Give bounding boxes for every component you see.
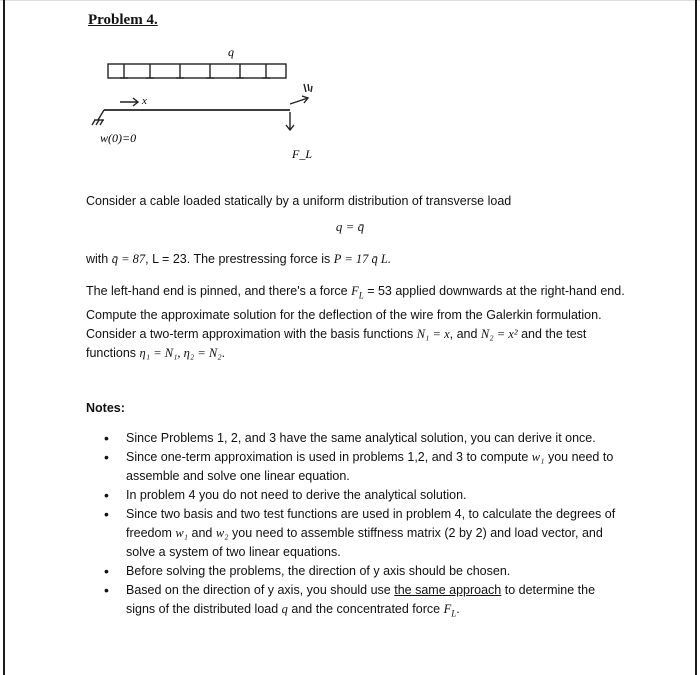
distributed-load-box — [108, 64, 286, 78]
load-q-label: q — [228, 45, 234, 59]
pin-support — [98, 110, 104, 120]
boundary-condition-label: w(0)=0 — [100, 131, 137, 145]
note-item: • Before solving the problems, the direction of y axis should be chosen. — [104, 562, 624, 581]
cable-figure — [80, 40, 340, 170]
load-equation: q = q̄ — [335, 219, 365, 234]
note-item: • Based on the direction of y axis, you should use the same approach to determine the signs of the distributed load q and the concentrated force $F_L$. — [104, 581, 624, 624]
problem-statement: The left-hand end is pinned, and there's a force $F_L = 53$ applied downwards at the right-hand end. Compute the approximate solution for the deflection of the wire from the Galerkin formulation. Consider a two-term approximation with the basis functions N₁ = x, and N₂ = x² and the test functions η₁ = N₁, η₂ = N₂. — [86, 284, 625, 360]
force-fl-label: F_L — [292, 147, 313, 161]
page-right-border — [695, 0, 697, 675]
problem-title: Problem 4. — [88, 12, 158, 28]
page-top-edge — [0, 0, 700, 1]
load-arrows — [120, 64, 270, 78]
intro-text: Consider a cable loaded statically by a uniform distribution of transverse load — [86, 194, 512, 208]
note-item: • Since one-term approximation is used in problems 1,2, and 3 to compute w₁ you need to assemble and solve one linear equation. — [104, 448, 624, 486]
given-values: with q̄ = 87, L = 23. The prestressing force is P = 17 q̄ L. — [86, 252, 391, 266]
note-item: • Since two basis and two test functions are used in problem 4, to calculate the degrees of freedom w₁ and w₂ you need to assemble stiffness matrix (2 by 2) and load vector, and solve a system of two linear equations. — [104, 505, 624, 562]
page-left-border — [3, 0, 5, 675]
note-item: • In problem 4 you do not need to derive the analytical solution. — [104, 486, 624, 505]
notes-list — [104, 429, 624, 624]
note-item: • Since Problems 1, 2, and 3 have the same analytical solution, you can derive it once. — [104, 429, 624, 448]
notes-heading: Notes: — [86, 401, 125, 415]
x-label: x — [142, 95, 147, 107]
